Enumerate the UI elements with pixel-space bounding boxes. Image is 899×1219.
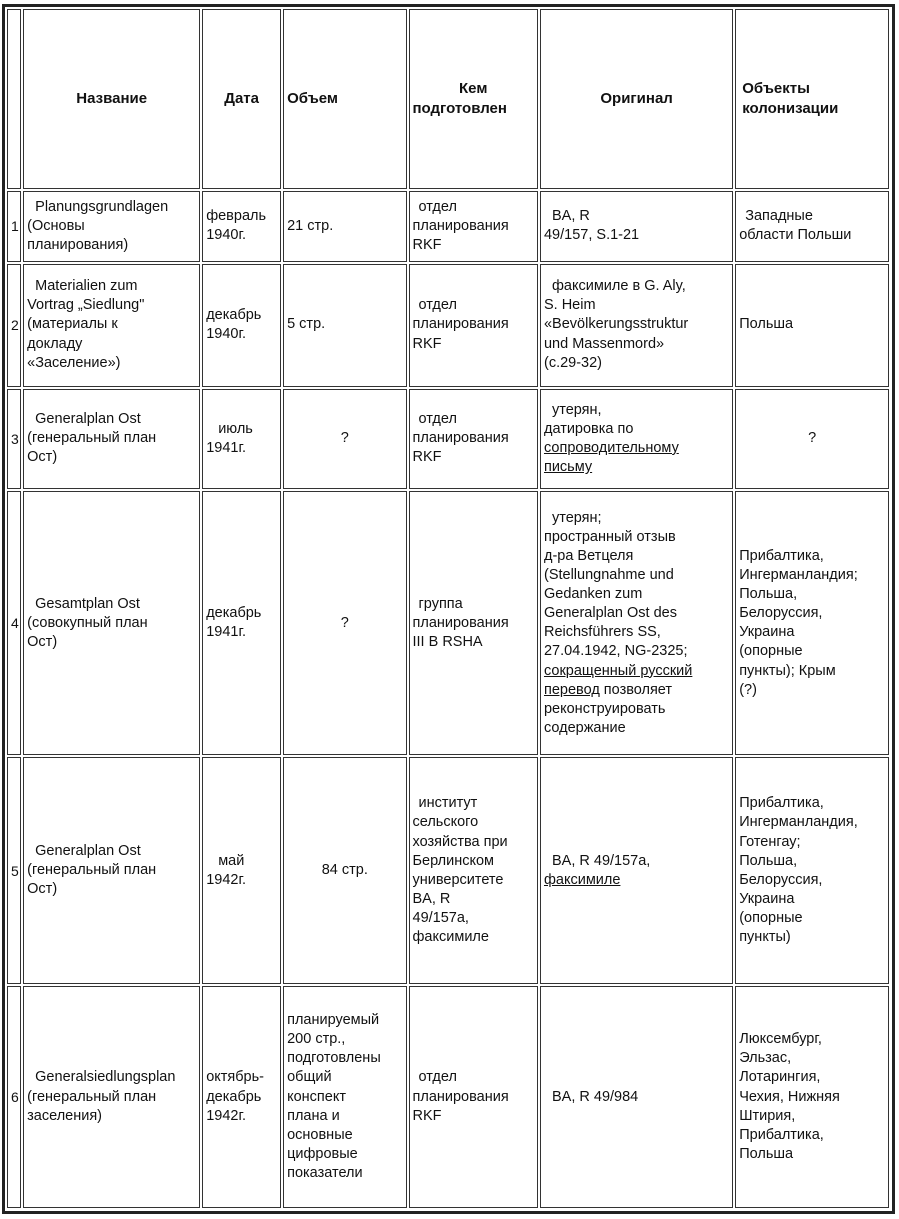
cell-date: [202, 191, 281, 262]
cell-num: 1: [7, 191, 21, 262]
cell-name: [23, 389, 200, 490]
original-link[interactable]: сокращенный русский: [543, 662, 693, 679]
cell-line: отдел: [418, 297, 457, 314]
cell-line: 49/157, S.1-21: [543, 227, 640, 244]
cell-line: 1940г.: [206, 227, 246, 244]
table-row: [7, 264, 889, 387]
cell-volume: [283, 757, 406, 984]
cell-line: Прибалтика,: [739, 547, 824, 564]
cell-original: [540, 757, 733, 984]
cell-line: und Massenmord»: [543, 335, 665, 352]
cell-original: [540, 986, 733, 1208]
cell-line: утерян;: [551, 509, 602, 526]
cell-line: Planungsgrundlagen: [35, 198, 169, 215]
cell-objects: [735, 757, 889, 984]
table-row: [7, 986, 889, 1208]
cell-line: ?: [340, 430, 349, 447]
original-link[interactable]: письму: [543, 459, 593, 476]
cell-line: Польша,: [739, 586, 798, 603]
table-row: [7, 389, 889, 490]
cell-line: отдел: [418, 1069, 457, 1086]
cell-line: Ост): [27, 881, 58, 898]
cell-line: декабрь: [206, 605, 262, 622]
cell-line: Польша: [739, 316, 794, 333]
cell-objects: [735, 264, 889, 387]
cell-line: датировка по: [543, 420, 634, 437]
cell-line: университете: [412, 871, 504, 888]
cell-line: Generalplan Ost des: [543, 605, 677, 622]
cell-line: «Заселение»): [27, 354, 121, 371]
cell-line: (?): [739, 681, 757, 698]
cell-line: Gesamtplan Ost: [35, 595, 140, 612]
cell-original: [540, 191, 733, 262]
cell-line: Штирия,: [739, 1107, 796, 1124]
cell-line: 84 стр.: [321, 862, 368, 879]
cell-line: Reichsführers SS,: [543, 624, 661, 641]
cell-volume: [283, 389, 406, 490]
cell-date: [202, 264, 281, 387]
cell-line: Прибалтика,: [739, 1126, 824, 1143]
cell-line: планирования: [412, 217, 509, 234]
generalplan-table: [5, 7, 891, 1210]
cell-author: [409, 264, 538, 387]
cell-line: Generalplan Ost: [35, 411, 141, 428]
cell-line: основные: [287, 1126, 353, 1143]
cell-line: 1940г.: [206, 326, 246, 343]
cell-line: конспект: [287, 1088, 346, 1105]
cell-line: Ост): [27, 449, 58, 466]
cell-line: Прибалтика,: [739, 795, 824, 812]
cell-line: ?: [340, 614, 349, 631]
cell-line: (с.29-32): [543, 354, 603, 371]
cell-line: пункты): [739, 929, 791, 946]
cell-line: подготовлены: [287, 1050, 381, 1067]
cell-objects: [735, 389, 889, 490]
cell-line: (генеральный план: [27, 862, 157, 879]
cell-line: июль: [218, 420, 253, 437]
cell-line: группа: [418, 595, 463, 612]
cell-line: BA, R 49/157a,: [551, 852, 651, 869]
cell-line: планирования: [412, 1088, 509, 1105]
cell-line: Эльзас,: [739, 1050, 792, 1067]
header-author-line2: подготовлен: [412, 100, 507, 117]
cell-line: Materialien zum: [35, 278, 138, 295]
cell-line: Generalsiedlungsplan: [35, 1069, 176, 1086]
cell-num: 4: [7, 491, 21, 755]
cell-name: [23, 757, 200, 984]
cell-line: 5 стр.: [287, 316, 326, 333]
cell-line: Готенгау;: [739, 833, 801, 850]
cell-line: май: [218, 852, 245, 869]
original-link[interactable]: факсимиле: [543, 871, 621, 888]
cell-line: 1942г.: [206, 1107, 246, 1124]
cell-line: сельского: [412, 814, 479, 831]
cell-line: планирования): [27, 236, 129, 253]
cell-line: позволяет: [599, 681, 673, 698]
header-name: Название: [23, 9, 200, 189]
header-objects-line2: колонизации: [742, 100, 839, 117]
cell-line: (совокупный план: [27, 614, 148, 631]
cell-objects: [735, 986, 889, 1208]
table-body: [7, 191, 889, 1208]
cell-line: Ингерманландия,: [739, 814, 858, 831]
cell-line: реконструировать: [543, 700, 666, 717]
cell-line: октябрь-: [206, 1069, 265, 1086]
cell-line: 21 стр.: [287, 217, 334, 234]
cell-line: RKF: [412, 1107, 442, 1124]
cell-line: (опорные: [739, 910, 803, 927]
header-author-line1: Кем: [459, 80, 488, 98]
cell-name: [23, 491, 200, 755]
cell-line: Vortrag „Siedlung": [27, 297, 145, 314]
cell-line: планирования: [412, 614, 509, 631]
cell-num: 2: [7, 264, 21, 387]
cell-line: отдел: [418, 198, 457, 215]
cell-line: Польша,: [739, 852, 798, 869]
cell-line: факсимиле в G. Aly,: [551, 278, 686, 295]
cell-line: 200 стр.,: [287, 1031, 346, 1048]
cell-author: [409, 389, 538, 490]
cell-line: утерян,: [551, 401, 602, 418]
cell-line: д-ра Ветцеля: [543, 547, 634, 564]
cell-volume: [283, 491, 406, 755]
cell-line: Люксембург,: [739, 1031, 822, 1048]
cell-line: 1941г.: [206, 439, 246, 456]
cell-volume: [283, 264, 406, 387]
cell-objects: [735, 191, 889, 262]
cell-line: пункты); Крым: [739, 662, 836, 679]
original-link[interactable]: сопроводительному: [543, 439, 679, 456]
header-volume: Объем: [283, 9, 406, 189]
cell-line: (генеральный план: [27, 1088, 157, 1105]
cell-original: [540, 491, 733, 755]
cell-line: RKF: [412, 449, 442, 466]
cell-line: хозяйства при: [412, 833, 508, 850]
cell-line: Лотарингия,: [739, 1069, 821, 1086]
cell-line: ?: [808, 430, 817, 447]
cell-line: области Польши: [739, 227, 852, 244]
cell-line: Берлинском: [412, 852, 495, 869]
cell-author: [409, 986, 538, 1208]
cell-date: [202, 491, 281, 755]
table-row: [7, 491, 889, 755]
cell-line: плана и: [287, 1107, 340, 1124]
cell-line: III B RSHA: [412, 633, 483, 650]
cell-line: 49/157a,: [412, 910, 469, 927]
cell-num: 5: [7, 757, 21, 984]
cell-line: докладу: [27, 335, 83, 352]
cell-author: [409, 757, 538, 984]
cell-line: 1942г.: [206, 871, 246, 888]
cell-original: [540, 389, 733, 490]
cell-volume: [283, 986, 406, 1208]
cell-line: Чехия, Нижняя: [739, 1088, 840, 1105]
cell-line: планируемый: [287, 1012, 380, 1029]
cell-name: [23, 191, 200, 262]
cell-line: Польша: [739, 1145, 794, 1162]
cell-num: 3: [7, 389, 21, 490]
cell-line: планирования: [412, 316, 509, 333]
header-num: [7, 9, 21, 189]
cell-objects: [735, 491, 889, 755]
cell-line: планирования: [412, 430, 509, 447]
original-link[interactable]: перевод: [543, 681, 600, 698]
cell-name: [23, 986, 200, 1208]
cell-line: Generalplan Ost: [35, 843, 141, 860]
cell-num: 6: [7, 986, 21, 1208]
cell-line: содержание: [543, 719, 626, 736]
header-objects: [735, 9, 889, 189]
cell-line: «Bevölkerungsstruktur: [543, 316, 689, 333]
cell-line: показатели: [287, 1165, 363, 1182]
cell-original: [540, 264, 733, 387]
cell-line: отдел: [418, 411, 457, 428]
cell-line: 1941г.: [206, 624, 246, 641]
header-row: [7, 9, 889, 189]
cell-line: Украина: [739, 890, 795, 907]
cell-line: декабрь: [206, 306, 262, 323]
cell-line: S. Heim: [543, 297, 596, 314]
cell-line: Ингерманландия;: [739, 566, 858, 583]
cell-line: февраль: [206, 208, 267, 225]
cell-line: BA, R: [412, 890, 451, 907]
cell-line: заселения): [27, 1107, 103, 1124]
cell-line: общий: [287, 1069, 332, 1086]
header-original: Оригинал: [540, 9, 733, 189]
cell-line: BA, R: [551, 208, 590, 225]
cell-line: RKF: [412, 236, 442, 253]
cell-line: пространный отзыв: [543, 528, 676, 545]
cell-line: (Основы: [27, 217, 85, 234]
cell-line: декабрь: [206, 1088, 262, 1105]
table-row: [7, 191, 889, 262]
header-objects-line1: Объекты: [742, 80, 810, 98]
cell-line: 27.04.1942, NG-2325;: [543, 643, 688, 660]
cell-name: [23, 264, 200, 387]
cell-line: Gedanken zum: [543, 586, 643, 603]
cell-line: BA, R 49/984: [551, 1088, 639, 1105]
cell-line: RKF: [412, 335, 442, 352]
table-row: [7, 757, 889, 984]
cell-author: [409, 491, 538, 755]
cell-volume: [283, 191, 406, 262]
cell-date: [202, 986, 281, 1208]
cell-line: факсимиле: [412, 929, 489, 946]
cell-line: (опорные: [739, 643, 803, 660]
cell-line: Белоруссия,: [739, 605, 823, 622]
cell-line: (генеральный план: [27, 430, 157, 447]
cell-author: [409, 191, 538, 262]
cell-line: цифровые: [287, 1145, 358, 1162]
header-date: Дата: [202, 9, 281, 189]
cell-line: Западные: [745, 208, 813, 225]
cell-line: Ост): [27, 633, 58, 650]
cell-date: [202, 389, 281, 490]
cell-line: (Stellungnahme und: [543, 566, 674, 583]
cell-line: институт: [418, 795, 478, 812]
cell-line: Белоруссия,: [739, 871, 823, 888]
header-author: [409, 9, 538, 189]
cell-line: Украина: [739, 624, 795, 641]
cell-line: (материалы к: [27, 316, 118, 333]
cell-date: [202, 757, 281, 984]
